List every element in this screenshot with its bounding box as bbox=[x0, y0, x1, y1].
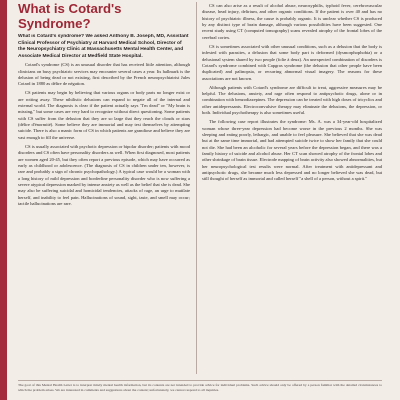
paragraph: CS patients may begin by believing that various organs or body parts no longer exist or are rotting away. These nihilistic delusions can expand to negate all of the internal and external world. The diagnosis is clear if the patient actually says "I'm dead" or "My brain is missing," but some cases are very hard to recognize without direct questioning. Some patients with CS suffer from the delusion that they are so large that they reach the clouds or stars (délire d'énormité). Some believe they are immortal and may test themselves by attempting suicide. There is also a manic form of CS in which patients are grandiose and believe they are vast enough to fill the universe. bbox=[18, 90, 190, 140]
right-column bbox=[202, 3, 382, 374]
footer-disclaimer: The goal of this Mental Health Letter is to interpret timely mental health information, but its contents are not intended to provide advice for individual problems. Such advice should only be offered by a person familiar with the detailed circumstances to which the problem arises. We are interested in comments and suggestions about the content; unfortunately, we cannot respond to all inquiries. bbox=[18, 383, 382, 392]
left-column bbox=[18, 34, 190, 374]
accent-bar bbox=[0, 0, 7, 400]
paragraph: CS is usually associated with psychotic depression or bipolar disorder; patients with mood disorders and CS often have personality disorders as well. When first diagnosed, most patients are women aged 20-45, but they often report a previous episode, which may have occurred as early as childhood or adolescence. (The diagnosis of CS in children under ten, however, is rare and probably a sign of chronic psychopathology.) A typical case would be a woman with a long history of mild depression and borderline personality disorder who is now suffering a severe atypical depression marked by intense anxiety as well as the belief that she is dead. She may also be suffering suicidal and homicidal tendencies, attacks of rage, an urge to mutilate herself, and inability to feel pain. Hallucinations of sound, sight, taste, and smell may occur; tactile hallucinations are rare. bbox=[18, 143, 190, 206]
paragraph: CS can also arise as a result of alcohol abuse, neurosyphilis, typhoid fever, cerebrovascular disease, head injury, delirium, and other organic conditions. If the patient is over 40 and has no history of psychiatric illness, the cause is probably organic. It is unclear whether CS is produced by any distinct type of brain damage, although various possibilities have been suggested. One recent study using CT (computed tomography) scans revealed atrophy of the frontal lobes of the cerebral cortex. bbox=[202, 3, 382, 40]
paragraph: The following case report illustrates the syndrome: Ms. A. was a 34-year-old hospitalized woman whose three-year depression had become worse in the previous 2 months. She was sleeping and eating poorly, lethargic, and unable to feel pleasure. She believed that she was dead but at the same time immortal, and had attempted suicide twice to show her family that she could not die. She had been an alcoholic for several years before the depression began, and there was a family history of suicide and alcohol abuse. Her CT scan showed atrophy of the frontal lobes and other shrinkage of brain tissue. Electrode mapping of brain activity also showed abnormalities, but her neuropsychological test results were normal. After treatment with antidepressant and antipsychotic drugs, she became much less depressed and no longer believed she was dead, but still thought of herself as immortal and called herself "a shell of a person, without a spirit." bbox=[202, 119, 382, 182]
footer-divider bbox=[18, 380, 382, 381]
column-divider bbox=[196, 2, 197, 374]
paragraph: CS is sometimes associated with other unusual conditions, such as a delusion that the body is infested with parasites, a delusion that some body part is deformed (dysmorphophobia) or a delusional system shared by two people (folie à deux). An unexpected combination of disorders is Cotard's syndrome combined with Capgras syndrome (the delusion that other people have been duplicated) and palinopsia, or recurring abnormal visual imagery. The reasons for these associations are not known. bbox=[202, 43, 382, 81]
paragraph: Although patients with Cotard's syndrome are difficult to treat, aggressive measures may be helpful. The delusions, anxiety, and rage often respond to antipsychotic drugs, alone or in combination with benzodiazepines. The depression can be treated with high doses of tricyclics and other antidepressants. Electroconvulsive therapy may eliminate the delusions, the depression, or both. Individual psychotherapy is also sometimes useful. bbox=[202, 84, 382, 116]
article-title: What is Cotard's Syndrome? bbox=[18, 1, 122, 31]
article-intro: What is Cotard's syndrome? We asked Anthony B. Joseph, MD, Assistant Clinical Professor of Psychiatry at Harvard Medical School, Director of the Neuropsychiatry Clinic at Massachusetts Mental Health Center, and Associate Medical Director at Medfield State Hospital. bbox=[18, 34, 189, 59]
paragraph: Cotard's syndrome (CS) is an unusual disorder that has received little attention, although clinicians on busy psychiatric services may encounter several cases a year. Its hallmark is the delusion of being dead or not existing, first described by the French neuropsychiatrist Jules Cotard in 1880 as délire de négation. bbox=[18, 62, 190, 87]
